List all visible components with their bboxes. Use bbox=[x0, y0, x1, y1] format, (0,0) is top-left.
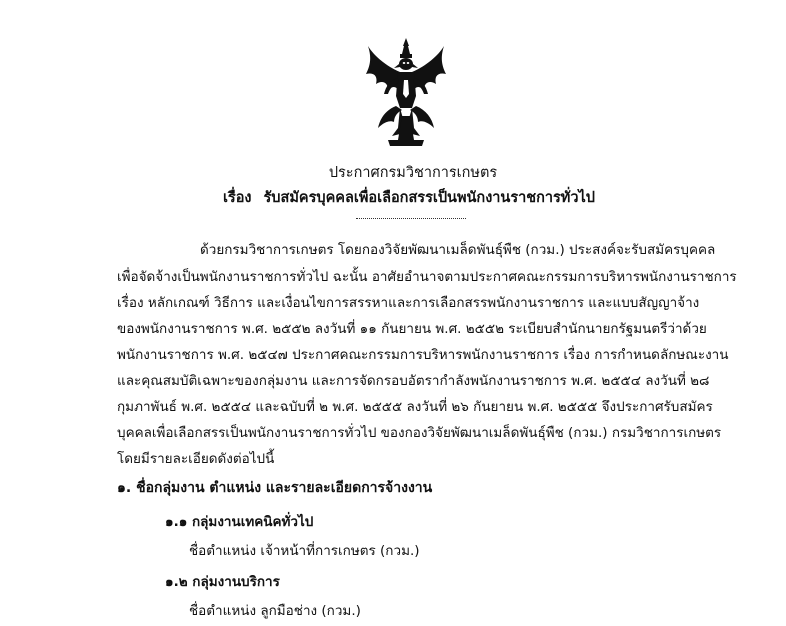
dotted-divider bbox=[356, 208, 466, 219]
document-title: ประกาศกรมวิชาการเกษตร bbox=[328, 165, 498, 181]
garuda-emblem-icon bbox=[364, 36, 448, 152]
position-name: ชื่อตำแหน่ง ลูกมือช่าง (กวม.) bbox=[189, 603, 361, 619]
section-heading: ๑. ชื่อกลุ่มงาน ตำแหน่ง และรายละเอียดการจ้างงาน bbox=[117, 480, 433, 496]
position-name: ชื่อตำแหน่ง เจ้าหน้าที่การเกษตร (กวม.) bbox=[189, 543, 420, 559]
paragraph-line: โดยมีรายละเอียดดังต่อไปนี้ bbox=[117, 451, 275, 467]
paragraph-line: ของพนักงานราชการ พ.ศ. ๒๕๕๒ ลงวันที่ ๑๑ กันยายน พ.ศ. ๒๕๕๒ ระเบียบสำนักนายกรัฐมนตรีว่าด้วย bbox=[117, 321, 707, 337]
document-subject bbox=[16, 188, 786, 208]
paragraph-line: เพื่อจัดจ้างเป็นพนักงานราชการทั่วไป ฉะนั้น อาศัยอำนาจตามประกาศคณะกรรมการบริหารพนักงานราชการ bbox=[117, 269, 737, 285]
subsection-heading: ๑.๒ กลุ่มงานบริการ bbox=[165, 574, 280, 590]
paragraph-line: บุคคลเพื่อเลือกสรรเป็นพนักงานราชการทั่วไป ของกองวิจัยพัฒนาเมล็ดพันธุ์พืช (กวม.) กรมวิชาการเกษตร bbox=[117, 425, 722, 441]
paragraph-line: กุมภาพันธ์ พ.ศ. ๒๕๕๔ และฉบับที่ ๒ พ.ศ. ๒๕๕๕ ลงวันที่ ๒๖ กันยายน พ.ศ. ๒๕๕๕ จึงประกาศรับสมัคร bbox=[117, 399, 713, 415]
paragraph-line: เรื่อง หลักเกณฑ์ วิธีการ และเงื่อนไขการสรรหาและการเลือกสรรพนักงานราชการ และแบบสัญญาจ้าง bbox=[117, 295, 700, 311]
subject-text: รับสมัครบุคคลเพื่อเลือกสรรเป็นพนักงานราชการทั่วไป bbox=[263, 190, 596, 206]
paragraph-line: และคุณสมบัติเฉพาะของกลุ่มงาน และการจัดกรอบอัตรากำลังพนักงานราชการ พ.ศ. ๒๕๕๔ ลงวันที่ ๒๘ bbox=[117, 373, 710, 389]
subsection-heading: ๑.๑ กลุ่มงานเทคนิคทั่วไป bbox=[165, 514, 314, 530]
subject-label: เรื่อง bbox=[222, 190, 252, 206]
paragraph-line: ด้วยกรมวิชาการเกษตร โดยกองวิจัยพัฒนาเมล็ดพันธุ์พืช (กวม.) ประสงค์จะรับสมัครบุคคล bbox=[200, 242, 716, 258]
paragraph-line: พนักงานราชการ พ.ศ. ๒๕๔๗ ประกาศคณะกรรมการบริหารพนักงานราชการ เรื่อง การกำหนดลักษณะงาน bbox=[117, 347, 729, 363]
